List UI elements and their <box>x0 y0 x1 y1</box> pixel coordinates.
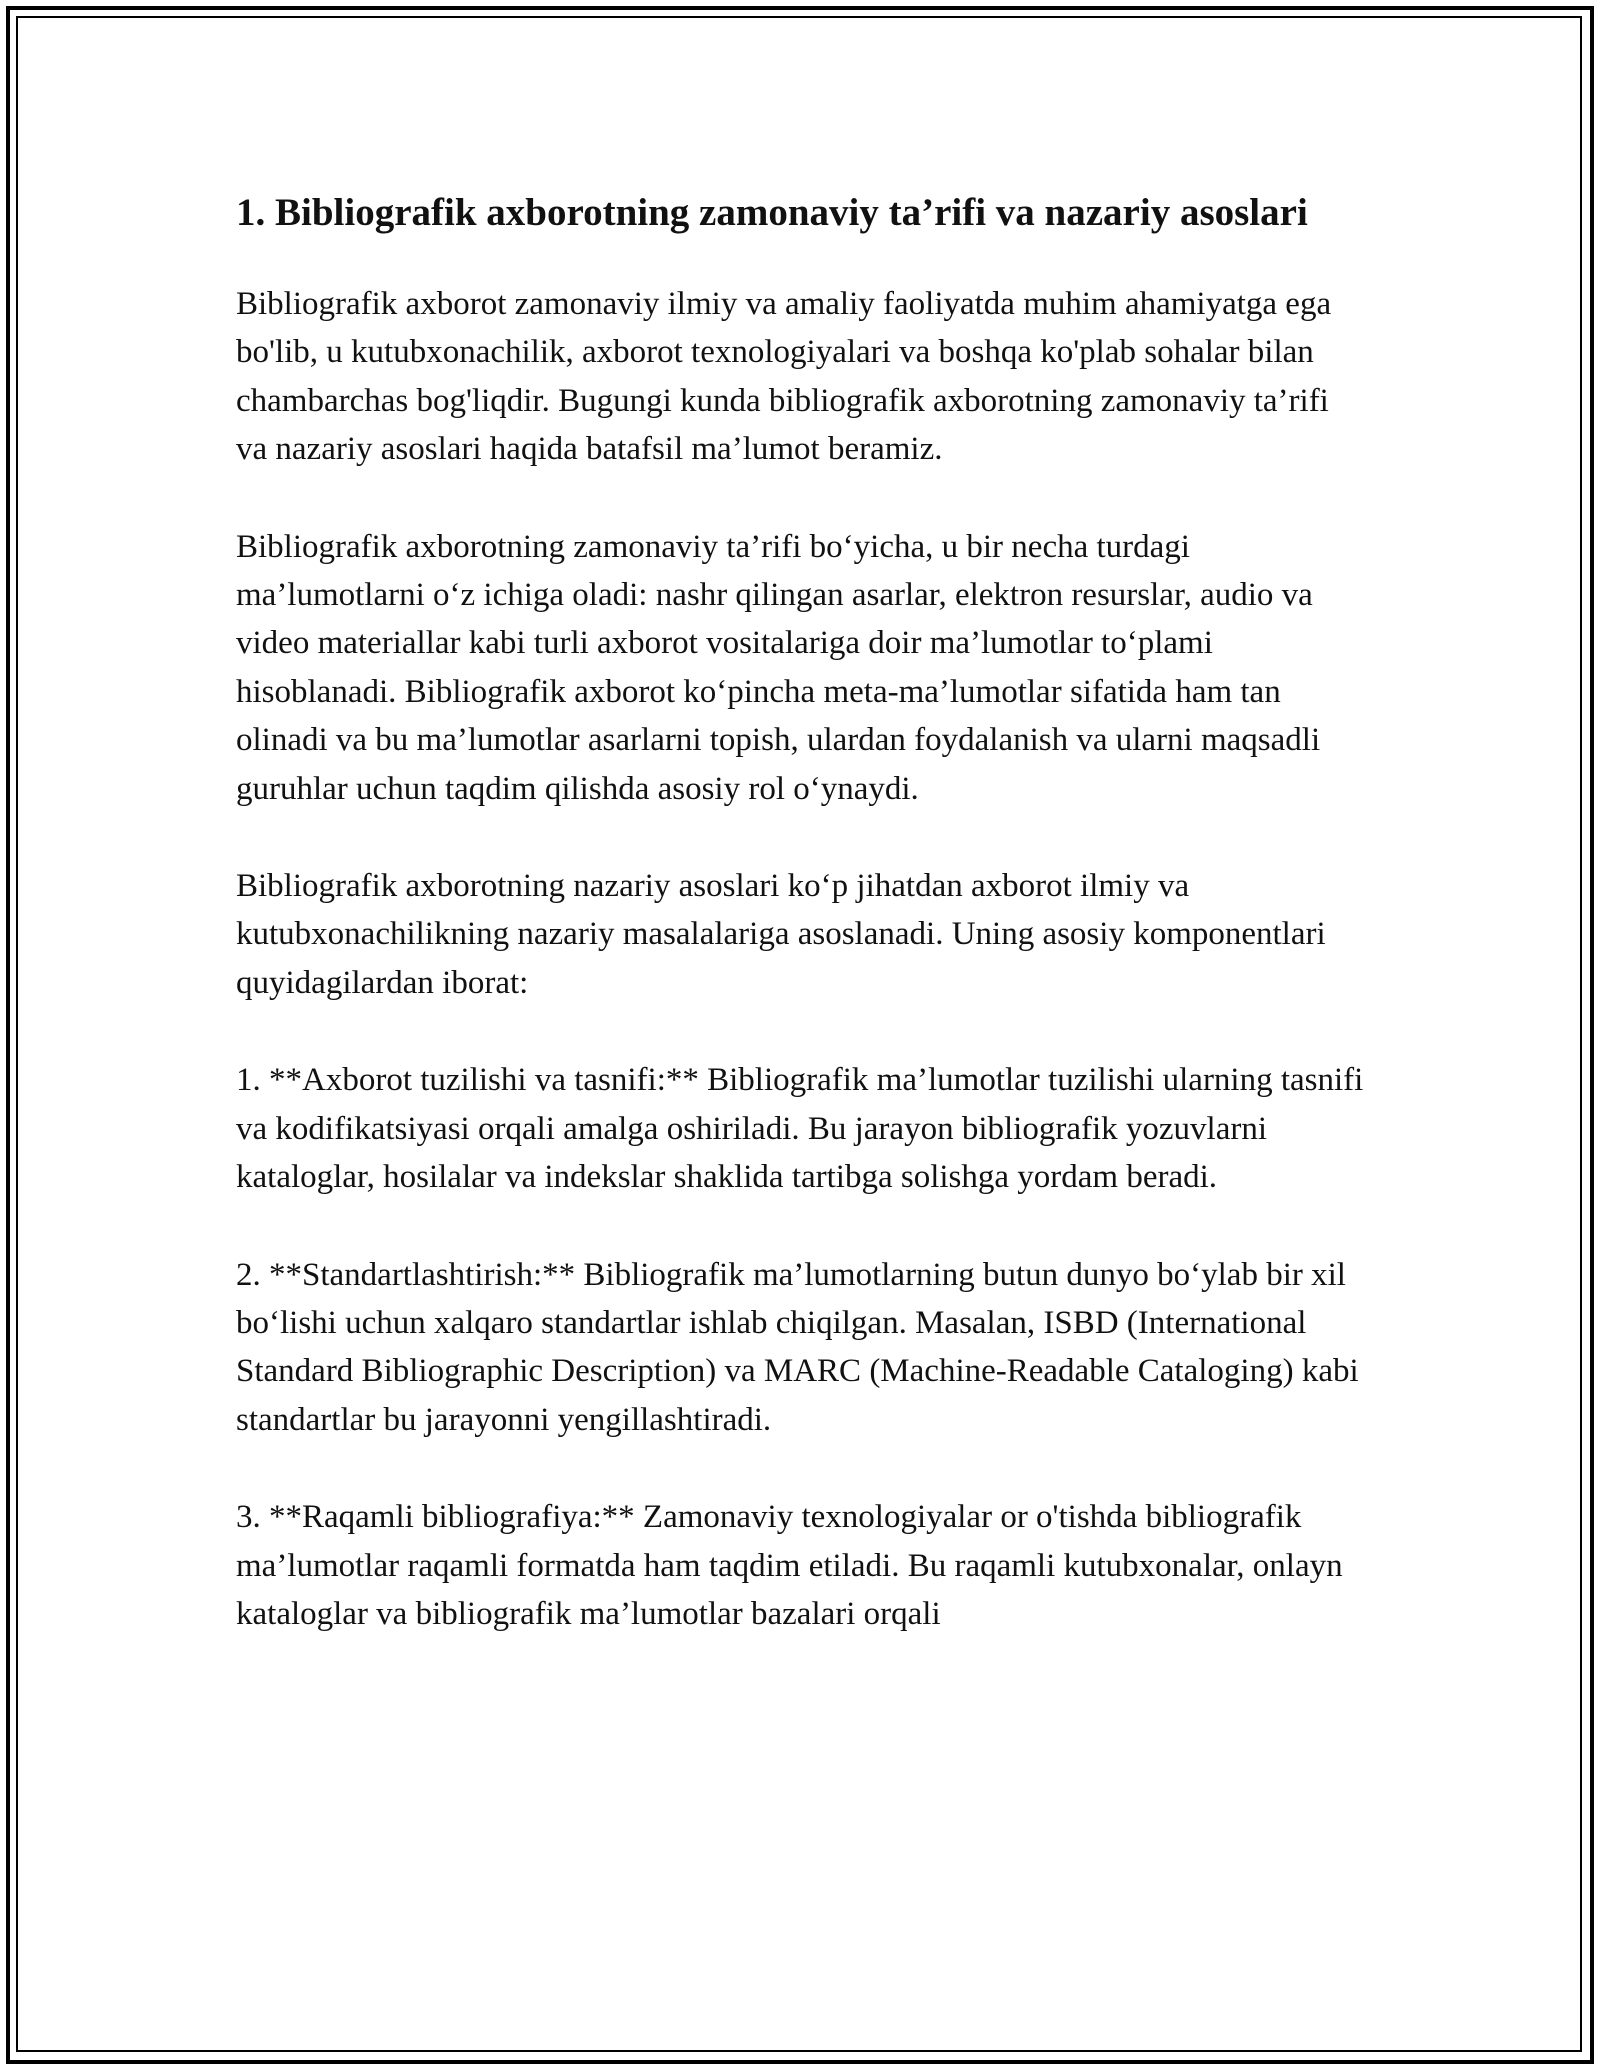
paragraph-intro: Bibliografik axborot zamonaviy ilmiy va amaliy faoliyatda muhim ahamiyatga ega bo'lib, u kutubxonachilik, axborot texnologiyalari va boshqa ko'plab sohalar bilan chambarchas bog'liqdir. Bugungi kunda bibliografik axborotning zamonaviy ta’rifi va nazariy asoslari haqida batafsil ma’lumot beramiz. <box>236 286 1332 468</box>
list-item-structure: 1. **Axborot tuzilishi va tasnifi:** Bibliografik ma’lumotlar tuzilishi ularning tasnifi va kodifikatsiyasi orqali amalga oshiriladi. Bu jarayon bibliografik yozuvlarni kataloglar, hosilalar va indekslar shaklida tartibga solishga yordam beradi. <box>236 1062 1364 1196</box>
paragraph-theory: Bibliografik axborotning nazariy asoslari ko‘p jihatdan axborot ilmiy va kutubxonachilikning nazariy masalalariga asoslanadi. Uning asosiy komponentlari quyidagilardan iborat: <box>236 868 1326 1001</box>
section-heading: 1. Bibliografik axborotning zamonaviy ta’rifi va nazariy asoslari <box>236 191 1308 234</box>
list-item-digital-bibliography: 3. **Raqamli bibliografiya:** Zamonaviy texnologiyalar or o'tishda bibliografik ma’lumotlar raqamli formatda ham taqdim etiladi. Bu raqamli kutubxonalar, onlayn kataloglar va bibliografik ma’lumotlar bazalari orqali <box>236 1499 1343 1632</box>
document-body <box>236 186 1366 1687</box>
paragraph-definition: Bibliografik axborotning zamonaviy ta’rifi bo‘yicha, u bir necha turdagi ma’lumotlarni o‘z ichiga oladi: nashr qilingan asarlar, elektron resurslar, audio va video materiallar kabi turli axborot vositalariga doir ma’lumotlar to‘plami hisoblanadi. Bibliografik axborot ko‘pincha meta-ma’lumotlar sifatida ham tan olinadi va bu ma’lumotlar asarlarni topish, ulardan foydalanish va ularni maqsadli guruhlar uchun taqdim qilishda asosiy rol o‘ynaydi. <box>236 528 1321 807</box>
list-item-standardization: 2. **Standartlashtirish:** Bibliografik ma’lumotlarning butun dunyo bo‘ylab bir xil bo‘lishi uchun xalqaro standartlar ishlab chiqilgan. Masalan, ISBD (International Standard Bibliographic Description) va MARC (Machine-Readable Cataloging) kabi standartlar bu jarayonni yengillashtiradi. <box>236 1256 1359 1438</box>
